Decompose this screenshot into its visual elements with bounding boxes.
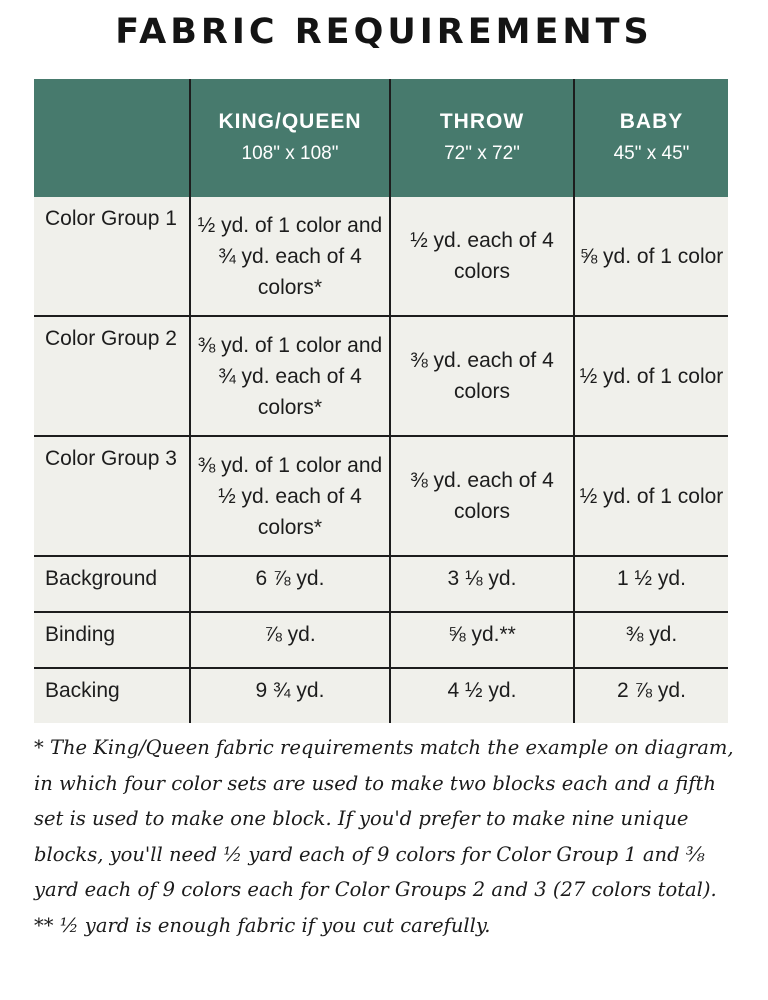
table-row-binding [34, 612, 728, 668]
table-cell: ⅜ yd. of 1 color and ½ yd. each of 4 colors* [190, 436, 390, 556]
table-row-color-group-1 [34, 197, 728, 316]
footnote-king-queen: * The King/Queen fabric requirements match the example on diagram, in which four color sets are used to make two blocks each and a fifth set is used to make one block. If you'd prefer to make nine unique blocks, you'll need ½ yard each of 9 colors for Color Group 1 and ⅜ yard each of 9 colors each for Color Groups 2 and 3 (27 colors total). [34, 736, 734, 901]
column-dimensions: 108" x 108" [241, 143, 339, 164]
table-cell: ⅜ yd. of 1 color and ¾ yd. each of 4 colors* [190, 316, 390, 436]
footnote-binding: ** ½ yard is enough fabric if you cut carefully. [34, 913, 491, 937]
table-cell: 1 ½ yd. [574, 556, 728, 612]
column-dimensions: 72" x 72" [444, 143, 520, 164]
table-header-row [34, 79, 728, 197]
row-label: Color Group 2 [34, 316, 190, 436]
table-row-backing [34, 668, 728, 723]
column-dimensions: 45" x 45" [613, 143, 690, 164]
fabric-requirements-table [34, 79, 728, 723]
table-cell: ½ yd. of 1 color and ¾ yd. each of 4 colors* [190, 197, 390, 316]
table-row-color-group-2 [34, 316, 728, 436]
row-label: Background [34, 556, 190, 612]
header-king-queen [190, 79, 390, 197]
table-cell: ⅜ yd. each of 4 colors [390, 436, 574, 556]
header-throw [390, 79, 574, 197]
header-baby [574, 79, 728, 197]
table-row-color-group-3 [34, 436, 728, 556]
table-cell: ½ yd. of 1 color [574, 316, 728, 436]
row-label: Backing [34, 668, 190, 723]
table-cell: ⅜ yd. [574, 612, 728, 668]
column-name: BABY [619, 110, 684, 133]
column-name: THROW [439, 110, 525, 133]
row-label: Color Group 1 [45, 207, 177, 230]
table-cell: ½ yd. of 1 color [574, 436, 728, 556]
footnotes [34, 730, 734, 943]
table-cell: ⅝ yd. of 1 color [574, 197, 728, 316]
table-cell: ⅝ yd.** [390, 612, 574, 668]
row-label: Color Group 3 [34, 436, 190, 556]
header-corner-cell [34, 79, 190, 197]
table-cell: 9 ¾ yd. [190, 668, 390, 723]
column-name: KING/QUEEN [218, 110, 362, 133]
table-cell: ½ yd. each of 4 colors [390, 197, 574, 316]
table-cell: 3 ⅛ yd. [390, 556, 574, 612]
row-label: Binding [34, 612, 190, 668]
table-cell: 2 ⅞ yd. [574, 668, 728, 723]
table-cell: ⅞ yd. [190, 612, 390, 668]
table-row-background [34, 556, 728, 612]
table-cell: ⅜ yd. each of 4 colors [390, 316, 574, 436]
page-title: FABRIC REQUIREMENTS [115, 12, 653, 52]
table-cell: 6 ⅞ yd. [190, 556, 390, 612]
table-cell: 4 ½ yd. [390, 668, 574, 723]
